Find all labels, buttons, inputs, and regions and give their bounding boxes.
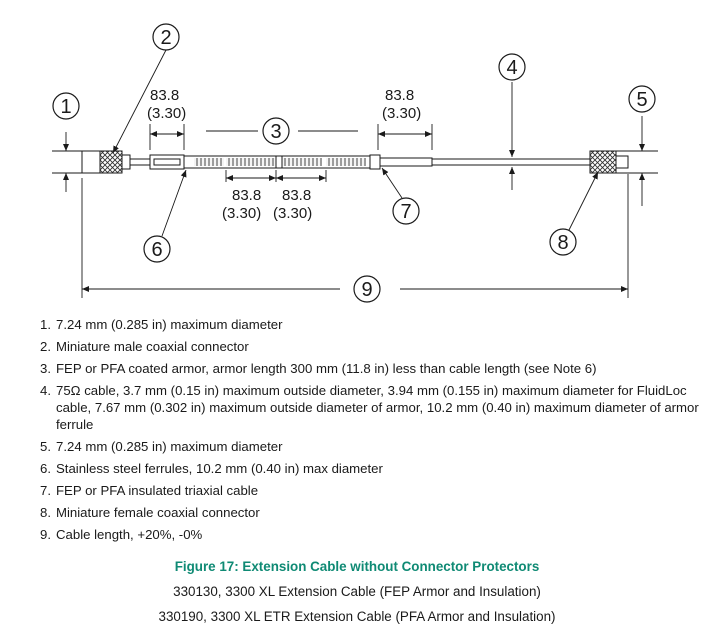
caption-line-2: 330190, 3300 XL ETR Extension Cable (PFA Armor and Insulation) — [158, 609, 556, 624]
figure-caption — [0, 558, 714, 633]
note-text: Cable length, +20%, -0% — [56, 527, 203, 542]
female-connector-tip — [616, 156, 628, 168]
callout-8: 8 — [557, 232, 569, 254]
note-item — [40, 460, 700, 477]
figure-title: Figure 17: Extension Cable without Connector Protectors — [174, 559, 540, 574]
triaxial-cable — [380, 158, 432, 166]
note-number: 4. — [40, 383, 51, 398]
note-text: FEP or PFA coated armor, armor length 300 mm (11.8 in) less than cable length (see Note 6) — [56, 361, 597, 376]
note-item — [40, 338, 700, 355]
note-number: 2. — [40, 339, 51, 354]
dim-right-mm: 83.8 — [385, 87, 415, 104]
note-number: 6. — [40, 461, 51, 476]
note-text: 7.24 mm (0.285 in) maximum diameter — [56, 317, 283, 332]
note-text: FEP or PFA insulated triaxial cable — [56, 483, 259, 498]
note-item — [40, 382, 700, 433]
note-text: 75Ω cable, 3.7 mm (0.15 in) maximum outside diameter, 3.94 mm (0.155 in) maximum diameter for FluidLoc cable, 7.67 mm (0.302 in) maximum outside diameter of armor, 10.2 mm (0.40 in) maximum diameter of armor ferrule — [56, 383, 699, 432]
note-text: 7.24 mm (0.285 in) maximum diameter — [56, 439, 283, 454]
callout-2: 2 — [160, 27, 172, 49]
note-number: 7. — [40, 483, 51, 498]
callout-9: 9 — [361, 279, 373, 301]
note-number: 1. — [40, 317, 51, 332]
dim-center-a-mm: 83.8 — [232, 187, 262, 204]
callout-1: 1 — [60, 96, 72, 118]
note-text: Miniature female coaxial connector — [56, 505, 260, 520]
dim-right-in: (3.30) — [382, 105, 422, 122]
extension-cable-diagram — [0, 0, 714, 310]
caption-line-1: 330130, 3300 XL Extension Cable (FEP Armor and Insulation) — [173, 584, 541, 599]
note-text: Stainless steel ferrules, 10.2 mm (0.40 in) max diameter — [56, 461, 383, 476]
dim-left-mm: 83.8 — [150, 87, 180, 104]
dim-left-in: (3.30) — [147, 105, 187, 122]
note-item — [40, 504, 700, 521]
notes-list — [40, 316, 700, 548]
dim-center-a-in: (3.30) — [222, 205, 262, 222]
right-ferrule — [370, 155, 380, 169]
callout-3: 3 — [270, 121, 282, 143]
note-number: 9. — [40, 527, 51, 542]
note-item — [40, 526, 700, 543]
note-item — [40, 482, 700, 499]
cable-assembly — [82, 151, 628, 173]
note-item — [40, 438, 700, 455]
note-number: 3. — [40, 361, 51, 376]
note-item — [40, 360, 700, 377]
dim-center-b-in: (3.30) — [273, 205, 313, 222]
note-text: Miniature male coaxial connector — [56, 339, 249, 354]
note-number: 8. — [40, 505, 51, 520]
callout-5: 5 — [636, 89, 648, 111]
note-item — [40, 316, 700, 333]
callout-7: 7 — [400, 201, 412, 223]
callout-6: 6 — [151, 239, 163, 261]
callout-4: 4 — [506, 57, 518, 79]
male-connector-knurl — [100, 151, 122, 173]
dim-center-b-mm: 83.8 — [282, 187, 312, 204]
female-connector-knurl — [590, 151, 616, 173]
male-connector-body — [82, 151, 100, 173]
note-number: 5. — [40, 439, 51, 454]
